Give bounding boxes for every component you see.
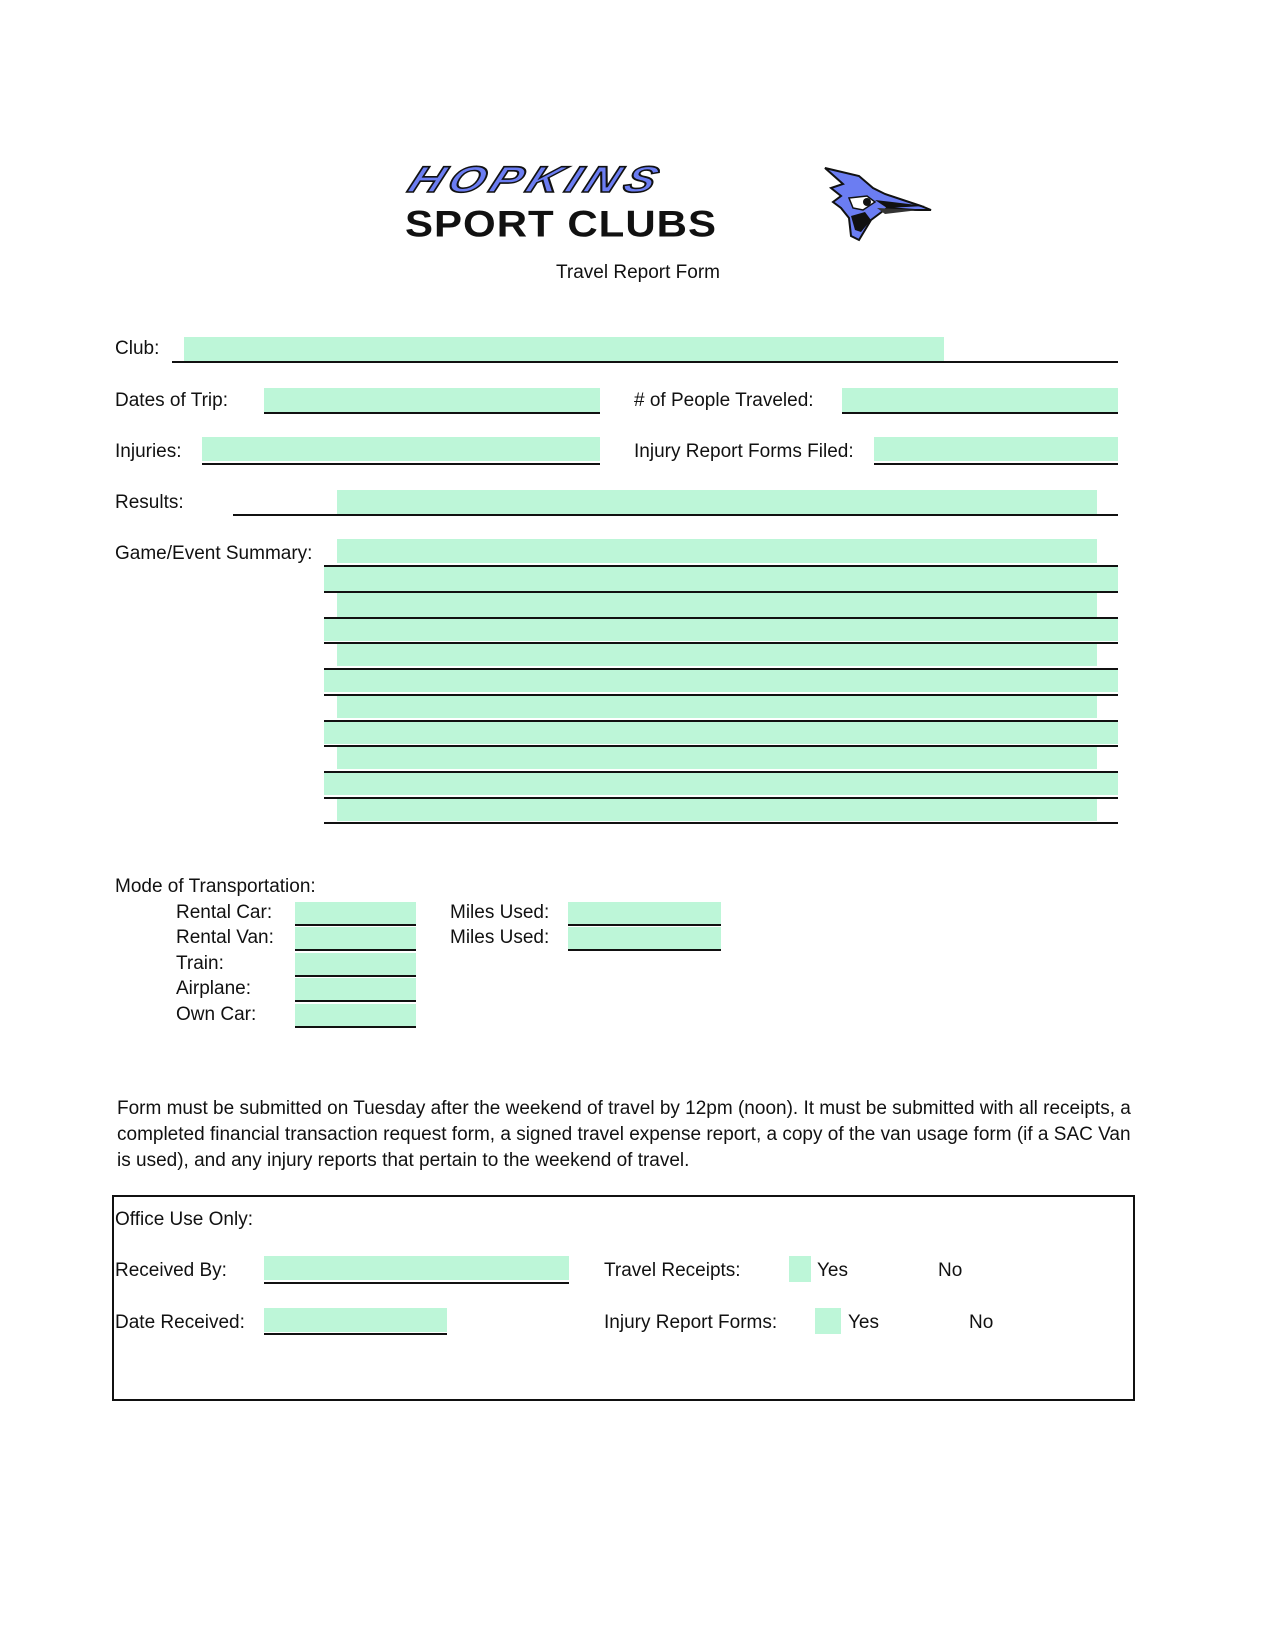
rental-van-field[interactable]: [295, 927, 416, 949]
injury-report-forms-yes-label: Yes: [848, 1312, 879, 1333]
injuries-label: Injuries:: [115, 441, 182, 462]
miles-used-car-underline: [568, 924, 721, 926]
summary-line-fill[interactable]: [337, 644, 1097, 666]
dates-of-trip-field[interactable]: [264, 388, 600, 412]
miles-used-car-field[interactable]: [568, 902, 721, 924]
submission-notice: Form must be submitted on Tuesday after the weekend of travel by 12pm (noon). It must be submitted with all receipts, a completed financial transaction request form, a signed travel expense report, a copy of the van usage form (if a SAC Van is used), and any injury reports that pertain to the weekend of travel.: [117, 1098, 1131, 1171]
injury-forms-filed-label: Injury Report Forms Filed:: [634, 441, 854, 462]
train-label: Train:: [176, 953, 224, 974]
date-received-underline: [264, 1333, 447, 1335]
miles-used-van-underline: [568, 949, 721, 951]
results-label: Results:: [115, 492, 184, 513]
dates-of-trip-label: Dates of Trip:: [115, 390, 228, 411]
travel-receipts-label: Travel Receipts:: [604, 1260, 741, 1281]
own-car-underline: [295, 1026, 416, 1028]
own-car-field[interactable]: [295, 1004, 416, 1026]
people-traveled-underline: [842, 412, 1118, 414]
club-underline: [172, 361, 1118, 363]
date-received-label: Date Received:: [115, 1312, 245, 1333]
train-underline: [295, 975, 416, 977]
summary-line-fill[interactable]: [337, 799, 1097, 821]
airplane-field[interactable]: [295, 978, 416, 1000]
summary-label: Game/Event Summary:: [115, 543, 313, 564]
club-label: Club:: [115, 338, 160, 359]
results-field[interactable]: [337, 490, 1097, 514]
office-use-box: [112, 1195, 1135, 1401]
miles-used-car-label: Miles Used:: [450, 902, 550, 923]
transport-heading: Mode of Transportation:: [115, 876, 316, 897]
summary-line-rule: [324, 822, 1118, 824]
summary-line-fill[interactable]: [337, 539, 1097, 563]
dates-of-trip-underline: [264, 412, 600, 414]
sport-clubs-logo: [402, 158, 935, 248]
airplane-underline: [295, 1000, 416, 1002]
injuries-field[interactable]: [202, 437, 600, 461]
received-by-field[interactable]: [264, 1256, 569, 1280]
logo-hopkins-text: HOPKINS: [402, 158, 671, 200]
logo-sport-clubs-text: SPORT CLUBS: [405, 202, 718, 245]
airplane-label: Airplane:: [176, 978, 251, 999]
train-field[interactable]: [295, 953, 416, 975]
injury-report-forms-no-label: No: [969, 1312, 994, 1333]
people-traveled-label: # of People Traveled:: [634, 390, 814, 411]
injury-forms-filed-underline: [874, 463, 1118, 465]
summary-line-fill[interactable]: [324, 619, 1118, 641]
people-traveled-field[interactable]: [842, 388, 1118, 412]
summary-line-fill[interactable]: [324, 722, 1118, 744]
miles-used-van-label: Miles Used:: [450, 927, 550, 948]
travel-receipts-no-label: No: [938, 1260, 963, 1281]
office-use-heading: Office Use Only:: [115, 1209, 253, 1230]
summary-line-fill[interactable]: [324, 567, 1118, 591]
summary-line-fill[interactable]: [337, 747, 1097, 769]
date-received-field[interactable]: [264, 1308, 447, 1332]
travel-receipts-yes-checkbox[interactable]: [789, 1256, 811, 1282]
miles-used-van-field[interactable]: [568, 927, 721, 949]
rental-car-label: Rental Car:: [176, 902, 273, 923]
rental-van-label: Rental Van:: [176, 927, 274, 948]
results-underline: [233, 514, 1118, 516]
received-by-underline: [264, 1282, 569, 1284]
injury-report-forms-yes-checkbox[interactable]: [815, 1308, 841, 1334]
rental-car-underline: [295, 924, 416, 926]
injuries-underline: [202, 463, 600, 465]
injury-report-forms-label: Injury Report Forms:: [604, 1312, 778, 1333]
rental-car-field[interactable]: [295, 902, 416, 924]
club-field[interactable]: [184, 337, 944, 361]
received-by-label: Received By:: [115, 1260, 227, 1281]
summary-line-fill[interactable]: [324, 670, 1118, 692]
summary-line-fill[interactable]: [337, 593, 1097, 617]
injury-forms-filed-field[interactable]: [874, 437, 1118, 461]
blue-jay-head-icon: [815, 162, 935, 244]
summary-line-fill[interactable]: [337, 696, 1097, 718]
summary-line-fill[interactable]: [324, 773, 1118, 795]
travel-receipts-yes-label: Yes: [817, 1260, 848, 1281]
own-car-label: Own Car:: [176, 1004, 257, 1025]
rental-van-underline: [295, 949, 416, 951]
page-title: Travel Report Form: [556, 262, 720, 283]
